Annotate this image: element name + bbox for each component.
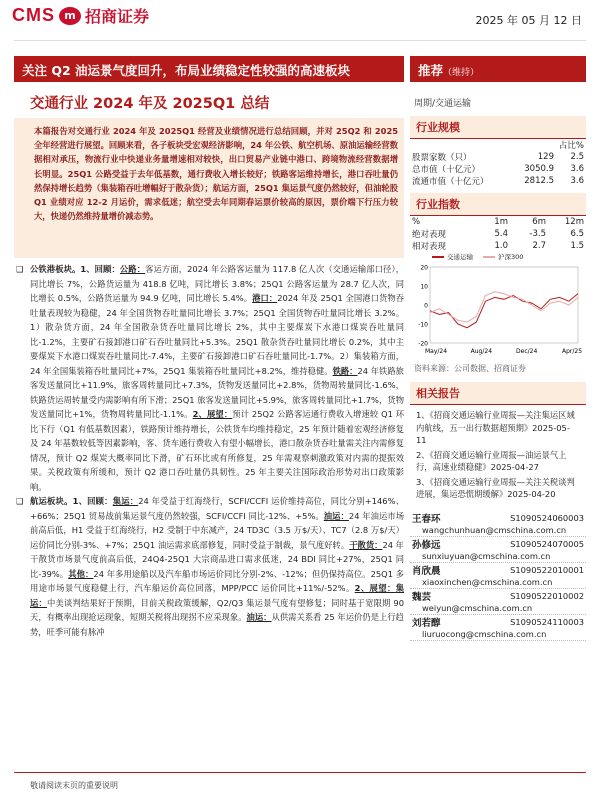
legend-item xyxy=(432,252,473,261)
analyst-email[interactable]: liuruocong@cmschina.com.cn xyxy=(410,629,586,641)
recommendation-box xyxy=(410,56,586,82)
analyst-id: S1090524060003 xyxy=(510,512,584,523)
analyst-email[interactable]: weiyun@cmschina.com.cn xyxy=(410,603,586,615)
index-value: -3.5 xyxy=(529,229,546,239)
scale-value: 3050.9 xyxy=(524,164,554,174)
x-tick-label: Aug/24 xyxy=(470,348,493,355)
index-col-0: % xyxy=(412,217,421,227)
analyst-name: 魏芸 xyxy=(412,591,432,603)
scale-label: 股票家数（只） xyxy=(412,153,472,163)
index-col-2: 6m xyxy=(532,217,546,227)
subhead-other: 其他： xyxy=(68,568,94,579)
index-value: 1.5 xyxy=(570,241,584,251)
chart-source: 资料来源：公司数据、招商证券 xyxy=(414,364,526,373)
index-header-row xyxy=(410,216,586,228)
scale-share: 2.5 xyxy=(570,152,584,162)
index-chart-svg xyxy=(410,261,586,361)
index-table xyxy=(410,228,586,252)
analyst-email[interactable]: sunxiuyuan@cmschina.com.cn xyxy=(410,551,586,563)
subhead-oil: 油运： xyxy=(323,510,349,521)
text-port: 2024 年及 25Q1 全国港口货物吞吐量表现较为稳健，24 年全国货物吞吐量同比增长 3.7%；25Q1 全国货物吞吐量同比增长 3.2%。1）散杂货方面，24 年全国散杂货吞吐量同比增长 2%，其中主要煤炭下水港口煤炭吞吐量同比-1.2%，主要矿石接卸港口矿石吞吐量同比+5.3%。25Q1 散杂货吞吐量同比增长 0.2%，其中主要煤炭下水港口煤炭吞吐量同比-7.4%，主要矿石接卸港口矿石吞吐量同比-1.7%。2）集装箱方面，24 年全国集装箱吞吐量同比+7%，25Q1 集装箱吞吐量同比+8.2%，维持稳健。 xyxy=(30,293,404,376)
bullet-icon: ❑ xyxy=(16,264,24,274)
recommendation-label: 推荐 xyxy=(418,63,444,78)
index-value: 1.0 xyxy=(494,241,508,251)
paragraph-shipping xyxy=(16,494,404,639)
x-tick-label: Apr/25 xyxy=(561,348,583,355)
text-oil2: 从供需关系看 25 年运价仍是上行趋势，旺季可能有脉冲 xyxy=(30,612,404,637)
y-tick-label: -20 xyxy=(418,340,428,348)
section-lead: 航运板块。1、回顾： xyxy=(30,496,113,506)
text-road: 客运方面，2024 年公路客运量为 117.8 亿人次（交通运输部口径），同比增长 7%，公路货运量为 418.8 亿吨，同比增长 3.8%；25Q1 公路客运量为 28.7 亿人次，同比增长 0.5%，公路货运量为 94.9 亿吨，同比增长 5.4%。 xyxy=(30,264,404,303)
page-header xyxy=(0,0,600,40)
index-col-3: 12m xyxy=(564,217,584,227)
summary-box: 本篇报告对交通行业 2024 年及 2025Q1 经营及业绩情况进行总结回顾，并对 25Q2 和 2025 全年经营进行展望。回顾来看，各子板块受宏观经济影响，24 年公铁、航空机场、原油运输经营数据相对承压，物流行业中快递业务量增速相对较快，出口贸易产业链中港口、跨境物流经营数据增长明显。25Q1 公路受益于去年低基数，通行费收入增长较好；铁路客运维持增长，港口吞吐量仍然保持增长趋势（集装箱吞吐增幅好于散杂货）；航运方面，25Q1 集运景气度仍然较好，但油轮股 Q1 业绩对应 12-2 月运价，需求低迷；航空受去年同期春运票价较高的原因，票价端下行压力较大，快递仍然维持量增价减态势。 xyxy=(14,118,404,258)
scale-value: 129 xyxy=(537,152,554,162)
text-other: 24 年多用途船以及汽车船市场运价同比分别-2%、-12%；但仍保持高位。25Q1 多用途市场景气度稳健上行，汽车船运价高位回落，MPP/PCC 运价同比+11%/-52%。 xyxy=(30,568,404,593)
scale-row xyxy=(410,151,586,163)
scale-row xyxy=(410,163,586,175)
series-line-0 xyxy=(430,294,578,328)
analyst-row xyxy=(410,537,586,551)
analyst-list xyxy=(410,511,586,641)
x-tick-label: Dec/24 xyxy=(516,348,538,355)
text-container: 24 年受益于红海绕行，SCFI/CCFI 运价维持高位，同比分别+146%、+66%；25Q1 贸易战前集运景气度仍然较强，SCFI/CCFI 同比-12%、+5%。 xyxy=(30,496,404,521)
header-divider xyxy=(14,40,586,41)
analyst-name: 刘若醇 xyxy=(412,617,441,629)
document-title: 交通行业 2024 年及 2025Q1 总结 xyxy=(30,96,270,112)
analyst-row xyxy=(410,589,586,603)
legend-item xyxy=(483,252,523,261)
y-tick-label: 20 xyxy=(420,264,428,272)
scale-col-header: 占比% xyxy=(558,141,584,151)
recommendation-sub: （维持） xyxy=(443,68,480,78)
scale-title: 行业规模 xyxy=(410,116,586,139)
text-rail: 24 年铁路旅客发送量同比+11.9%，旅客周转量同比+7.3%，货物发送量同比+2.8%，货物周转量同比-1.6%，铁路货运周转量受内需影响有所下滑；25Q1 旅客发送量同比+5.9%，旅客周转量同比+1.7%，货物发送量同比+1%，货物周转量同比-1.1%。 xyxy=(30,365,404,419)
subhead-rail: 铁路： xyxy=(332,365,358,376)
bullet-icon: ❑ xyxy=(16,496,24,506)
related-reports xyxy=(410,405,586,501)
scale-value: 2812.5 xyxy=(524,176,554,186)
analyst-row xyxy=(410,615,586,629)
paragraph-ports-roads xyxy=(16,262,404,494)
index-value: 2.7 xyxy=(532,241,546,251)
footer-note: 敬请阅读末页的重要说明 xyxy=(30,781,118,790)
y-tick-label: 0 xyxy=(424,302,428,310)
analyst-id: S1090524110003 xyxy=(510,616,584,627)
index-label: 相对表现 xyxy=(412,242,447,252)
footer-divider xyxy=(14,772,586,773)
scale-row xyxy=(410,175,586,187)
chart-frame xyxy=(430,267,578,343)
analyst-row xyxy=(410,563,586,577)
sidebar xyxy=(410,116,586,641)
related-title: 相关报告 xyxy=(410,382,586,405)
analyst-id: S1090524070005 xyxy=(510,538,584,549)
subhead-dry-bulk: 干散货： xyxy=(349,539,383,550)
analyst-name: 王春环 xyxy=(412,513,441,525)
subhead-outlook2: 2、展望： xyxy=(354,583,396,593)
text-outlook: 预计 25Q2 公路客运通行费收入增速较 Q1 环比下行（Q1 有低基数因素），铁路预计维持增长，公铁货车均维持稳定，25 年预计随着宏观经济修复及 24 年基数较低等因素影响，客、货车通行费收入有望小幅增长，港口散杂货吞吐量需关注内需修复情况，预计 Q2 煤炭大概率同比下滑，矿石环比或有所修复，25 年需观察刺激政策对内需的提振效果。关税政策有所缓和，预计 Q2 港口吞吐量仍具韧性。25 年主要关注国际政治形势对出口政策影响。 xyxy=(30,409,404,492)
scale-table xyxy=(410,151,586,187)
analyst-id: S1090522010001 xyxy=(510,564,584,575)
index-value: 5.4 xyxy=(494,229,508,239)
related-report-link[interactable]: 1、《招商交通运输行业周报—关注集运区域内航线，五一出行数据超预期》2025-05-11 xyxy=(416,410,575,445)
subhead-container2: 集运： xyxy=(30,583,404,608)
analyst-name: 孙修远 xyxy=(412,539,441,551)
report-body xyxy=(16,262,404,639)
y-tick-label: -10 xyxy=(418,321,428,329)
legend-swatch xyxy=(432,256,444,258)
analyst-email[interactable]: xiaoxinchen@cmschina.com.cn xyxy=(410,577,586,589)
scale-share: 3.6 xyxy=(570,176,584,186)
section-lead: 公铁港板块。1、回顾： xyxy=(30,264,120,274)
report-date: 2025 年 05 月 12 日 xyxy=(475,14,582,27)
subhead-oil2: 油运： xyxy=(246,612,272,622)
subhead-road: 公路： xyxy=(119,264,146,274)
index-row xyxy=(410,228,586,240)
text-container2: 中美谈判结果好于预期，目前关税政策缓解，Q2/Q3 集运景气度有望修复；同时基于宽限期 90 天，有概率出现抢运现象，短期关税将出现拐不应采现象。 xyxy=(30,597,404,622)
analyst-email[interactable]: wangchunhuan@cmschina.com.cn xyxy=(410,525,586,537)
industry-category: 周期/交通运输 xyxy=(414,99,472,109)
report-banner: 关注 Q2 油运景气度回升，布局业绩稳定性较强的高速板块 xyxy=(14,56,404,82)
text-dry-bulk: 24 年干散货市场景气度前高后低，24Q4-25Q1 大宗商品进口需求低迷，24 BDI 同比+27%，25Q1 同比-39%。 xyxy=(30,539,404,579)
scale-header-row xyxy=(410,139,586,151)
scale-label: 流通市值（十亿元） xyxy=(412,177,489,187)
index-label: 绝对表现 xyxy=(412,230,447,240)
text-oil: 24 年油运市场前高后低，H1 受益于红海绕行，H2 受制于中东减产，24 TD3C（3.5 万$/天）、TC7（2.8 万$/天）运价同比分别-3%、+7%；25Q1 油运需求底部修复，同时受益于制裁，景气度好转。 xyxy=(30,510,404,550)
legend-swatch xyxy=(483,256,495,258)
subhead-outlook: 2、展望： xyxy=(192,409,233,419)
analyst-id: S1090522010002 xyxy=(510,590,584,601)
logo-cn: 招商证券 xyxy=(85,7,150,26)
index-title: 行业指数 xyxy=(410,193,586,216)
index-value: 6.5 xyxy=(570,229,584,239)
legend-label: 交通运输 xyxy=(447,253,473,261)
index-chart xyxy=(410,261,586,361)
x-tick-label: May/24 xyxy=(424,348,448,355)
scale-share: 3.6 xyxy=(570,164,584,174)
analyst-name: 肖欣晨 xyxy=(412,565,441,577)
index-row xyxy=(410,240,586,252)
scale-label: 总市值（十亿元） xyxy=(412,165,481,175)
logo-mark-icon: m xyxy=(59,7,81,25)
logo-en: CMS xyxy=(12,5,55,25)
subhead-container: 集运： xyxy=(112,496,139,506)
related-report-link[interactable]: 3、《招商交通运输行业周报—关注关税谈判进展，集运恐慌期缓解》2025-04-20 xyxy=(416,476,575,499)
legend-label: 沪深300 xyxy=(498,253,524,261)
chart-legend xyxy=(410,252,586,261)
analyst-row xyxy=(410,511,586,525)
index-col-1: 1m xyxy=(494,217,508,227)
related-report-link[interactable]: 2、《招商交通运输行业周报—油运景气上行，高速业绩稳健》2025-04-27 xyxy=(416,449,567,472)
subhead-port: 港口： xyxy=(252,293,278,303)
y-tick-label: 10 xyxy=(420,283,428,291)
company-logo xyxy=(12,4,149,27)
